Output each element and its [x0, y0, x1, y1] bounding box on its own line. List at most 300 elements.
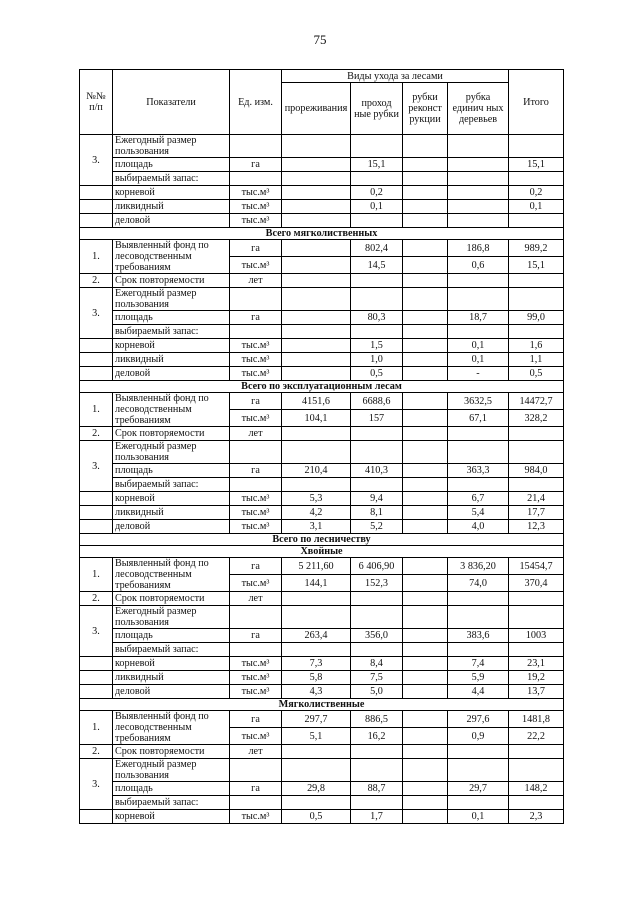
row-value — [448, 478, 509, 492]
row-label: деловой — [113, 520, 230, 534]
row-value: 4,0 — [448, 520, 509, 534]
row-value — [282, 186, 351, 200]
header-col-thinning: прореживания — [282, 83, 351, 135]
row-value — [509, 274, 564, 288]
row-value: 370,4 — [509, 575, 564, 592]
row-value: 328,2 — [509, 410, 564, 427]
table-row — [80, 745, 564, 759]
row-unit: га — [230, 629, 282, 643]
row-label: Ежегодный размер пользования — [113, 606, 230, 629]
row-number — [80, 657, 113, 671]
row-unit: тыс.м³ — [230, 671, 282, 685]
row-label: ликвидный — [113, 200, 230, 214]
row-value: 6 406,90 — [351, 558, 403, 575]
header-indicator: Показатели — [113, 70, 230, 135]
row-label: Ежегодный размер пользования — [113, 441, 230, 464]
row-number: 3. — [80, 606, 113, 657]
row-value: 0,1 — [448, 353, 509, 367]
row-value — [448, 643, 509, 657]
row-value — [448, 745, 509, 759]
section-title: Всего по эксплуатационным лесам — [80, 381, 564, 393]
row-value: 5,0 — [351, 685, 403, 699]
row-number: 3. — [80, 288, 113, 339]
row-value — [403, 441, 448, 464]
row-value — [403, 592, 448, 606]
table-row — [80, 274, 564, 288]
row-label: выбираемый запас: — [113, 643, 230, 657]
row-value: 22,2 — [509, 728, 564, 745]
row-unit: тыс.м³ — [230, 657, 282, 671]
table-row — [80, 796, 564, 810]
header-col-reconstruction: рубки реконст рукции — [403, 83, 448, 135]
row-value — [509, 172, 564, 186]
row-value: 18,7 — [448, 311, 509, 325]
row-value: 14472,7 — [509, 393, 564, 410]
row-value: 5,4 — [448, 506, 509, 520]
row-value: 1,1 — [509, 353, 564, 367]
table-row — [80, 464, 564, 478]
row-unit: га — [230, 240, 282, 257]
row-value — [351, 427, 403, 441]
row-number — [80, 671, 113, 685]
row-value — [282, 441, 351, 464]
table-row — [80, 506, 564, 520]
row-label: выбираемый запас: — [113, 478, 230, 492]
row-label: корневой — [113, 657, 230, 671]
row-unit: лет — [230, 745, 282, 759]
table-row — [80, 135, 564, 158]
row-unit — [230, 643, 282, 657]
row-value: 19,2 — [509, 671, 564, 685]
row-value: 0,2 — [509, 186, 564, 200]
row-unit: га — [230, 558, 282, 575]
section-title: Всего мягколиственных — [80, 228, 564, 240]
section-row — [80, 228, 564, 240]
header-col-single-tree: рубка единич ных деревьев — [448, 83, 509, 135]
row-number: 3. — [80, 759, 113, 810]
table-row — [80, 186, 564, 200]
row-label: Срок повторяемости — [113, 427, 230, 441]
row-value — [351, 214, 403, 228]
row-unit — [230, 478, 282, 492]
row-value — [282, 353, 351, 367]
row-unit: га — [230, 711, 282, 728]
table-row — [80, 478, 564, 492]
row-value — [509, 796, 564, 810]
row-unit: тыс.м³ — [230, 492, 282, 506]
row-unit: тыс.м³ — [230, 685, 282, 699]
row-number: 2. — [80, 427, 113, 441]
row-value: 363,3 — [448, 464, 509, 478]
header-group: Виды ухода за лесами — [282, 70, 509, 83]
table-row — [80, 671, 564, 685]
row-value — [351, 274, 403, 288]
row-value — [282, 288, 351, 311]
row-value — [282, 759, 351, 782]
row-value: 0,1 — [448, 810, 509, 824]
row-value — [403, 728, 448, 745]
row-value: 12,3 — [509, 520, 564, 534]
row-value: 15454,7 — [509, 558, 564, 575]
row-label: выбираемый запас: — [113, 796, 230, 810]
table-row — [80, 629, 564, 643]
row-value — [282, 606, 351, 629]
row-unit: тыс.м³ — [230, 810, 282, 824]
row-value — [403, 172, 448, 186]
row-value — [282, 796, 351, 810]
row-value: 5,9 — [448, 671, 509, 685]
row-number: 3. — [80, 441, 113, 492]
row-unit: тыс.м³ — [230, 575, 282, 592]
row-value — [403, 685, 448, 699]
row-unit — [230, 441, 282, 464]
row-value: 21,4 — [509, 492, 564, 506]
section-title: Всего по лесничеству — [80, 534, 564, 546]
row-value — [282, 158, 351, 172]
row-value — [282, 311, 351, 325]
row-value: 1,6 — [509, 339, 564, 353]
table-row — [80, 711, 564, 728]
row-value — [403, 410, 448, 427]
row-value: 263,4 — [282, 629, 351, 643]
row-value — [351, 172, 403, 186]
row-value — [509, 135, 564, 158]
row-value — [509, 643, 564, 657]
row-value — [509, 441, 564, 464]
row-label: площадь — [113, 629, 230, 643]
row-value — [448, 759, 509, 782]
row-value — [403, 745, 448, 759]
table-row — [80, 367, 564, 381]
row-value — [403, 492, 448, 506]
row-number: 1. — [80, 711, 113, 745]
row-value: 297,6 — [448, 711, 509, 728]
row-value — [403, 759, 448, 782]
row-value — [351, 796, 403, 810]
row-unit — [230, 288, 282, 311]
row-label: Срок повторяемости — [113, 745, 230, 759]
row-label: Ежегодный размер пользования — [113, 135, 230, 158]
row-value: 5,8 — [282, 671, 351, 685]
row-unit: тыс.м³ — [230, 339, 282, 353]
row-value — [282, 172, 351, 186]
row-value: 74,0 — [448, 575, 509, 592]
row-number — [80, 339, 113, 353]
row-unit: га — [230, 393, 282, 410]
row-value: 0,6 — [448, 257, 509, 274]
row-value — [403, 311, 448, 325]
row-value — [403, 506, 448, 520]
row-value — [448, 200, 509, 214]
row-value — [282, 200, 351, 214]
row-value: 4,4 — [448, 685, 509, 699]
row-value — [282, 339, 351, 353]
row-value — [403, 711, 448, 728]
table-row — [80, 288, 564, 311]
row-value — [403, 186, 448, 200]
row-value — [403, 629, 448, 643]
row-value: 210,4 — [282, 464, 351, 478]
row-value — [448, 274, 509, 288]
table-row — [80, 520, 564, 534]
section-title: Мягколиственные — [80, 699, 564, 711]
row-unit — [230, 135, 282, 158]
row-number — [80, 353, 113, 367]
table-row — [80, 311, 564, 325]
row-value — [403, 478, 448, 492]
row-value: 297,7 — [282, 711, 351, 728]
row-value: 16,2 — [351, 728, 403, 745]
row-label: ликвидный — [113, 671, 230, 685]
row-number — [80, 492, 113, 506]
row-value: 984,0 — [509, 464, 564, 478]
table-row — [80, 606, 564, 629]
row-unit: тыс.м³ — [230, 200, 282, 214]
row-label: площадь — [113, 311, 230, 325]
section-row — [80, 546, 564, 558]
row-value — [351, 478, 403, 492]
row-value — [403, 657, 448, 671]
row-value: 1003 — [509, 629, 564, 643]
header-total: Итого — [509, 70, 564, 135]
row-value: 15,1 — [509, 158, 564, 172]
row-value — [509, 214, 564, 228]
row-value: 0,2 — [351, 186, 403, 200]
row-value — [403, 427, 448, 441]
row-value — [282, 427, 351, 441]
row-value: 29,8 — [282, 782, 351, 796]
row-unit: тыс.м³ — [230, 186, 282, 200]
row-number: 1. — [80, 558, 113, 592]
row-value: 0,5 — [282, 810, 351, 824]
table-row — [80, 427, 564, 441]
row-value — [448, 606, 509, 629]
row-label: площадь — [113, 464, 230, 478]
row-value — [448, 186, 509, 200]
row-unit: га — [230, 464, 282, 478]
row-value — [403, 575, 448, 592]
table-row — [80, 441, 564, 464]
row-value — [282, 478, 351, 492]
section-row — [80, 699, 564, 711]
row-unit: тыс.м³ — [230, 367, 282, 381]
row-unit: га — [230, 782, 282, 796]
section-title: Хвойные — [80, 546, 564, 558]
row-number: 1. — [80, 240, 113, 274]
row-value — [282, 592, 351, 606]
row-value — [448, 796, 509, 810]
row-value: 15,1 — [509, 257, 564, 274]
row-value — [351, 288, 403, 311]
row-unit: тыс.м³ — [230, 353, 282, 367]
header-num: №№ п/п — [80, 70, 113, 135]
row-number — [80, 685, 113, 699]
row-value — [351, 606, 403, 629]
row-number — [80, 186, 113, 200]
table-row — [80, 782, 564, 796]
header-col-passage: проход ные рубки — [351, 83, 403, 135]
table-body — [80, 135, 564, 824]
row-label: корневой — [113, 492, 230, 506]
row-value: 1481,8 — [509, 711, 564, 728]
row-label: Выявленный фонд по лесоводственным требованиям — [113, 711, 230, 745]
row-value — [282, 367, 351, 381]
row-value — [403, 240, 448, 257]
row-unit: тыс.м³ — [230, 410, 282, 427]
row-value: 23,1 — [509, 657, 564, 671]
row-label: Ежегодный размер пользования — [113, 288, 230, 311]
row-value — [403, 353, 448, 367]
row-value: 8,1 — [351, 506, 403, 520]
row-value — [282, 257, 351, 274]
row-value — [351, 592, 403, 606]
row-label: ликвидный — [113, 506, 230, 520]
row-value: 67,1 — [448, 410, 509, 427]
row-value: 383,6 — [448, 629, 509, 643]
forest-care-table — [79, 69, 564, 824]
row-value — [403, 339, 448, 353]
row-value — [403, 606, 448, 629]
row-value: 4151,6 — [282, 393, 351, 410]
row-number — [80, 367, 113, 381]
table-row — [80, 592, 564, 606]
row-value: 29,7 — [448, 782, 509, 796]
row-value: 186,8 — [448, 240, 509, 257]
row-value: 2,3 — [509, 810, 564, 824]
row-value — [448, 592, 509, 606]
row-value — [448, 172, 509, 186]
row-value: 1,0 — [351, 353, 403, 367]
row-value — [351, 759, 403, 782]
section-row — [80, 534, 564, 546]
row-value: 0,1 — [509, 200, 564, 214]
table-row — [80, 158, 564, 172]
row-value — [282, 325, 351, 339]
row-value — [448, 325, 509, 339]
row-label: Выявленный фонд по лесоводственным требованиям — [113, 393, 230, 427]
row-value: 9,4 — [351, 492, 403, 506]
row-value — [282, 214, 351, 228]
row-value: 7,3 — [282, 657, 351, 671]
row-value: 14,5 — [351, 257, 403, 274]
row-value: 152,3 — [351, 575, 403, 592]
row-value — [448, 441, 509, 464]
row-value: 3,1 — [282, 520, 351, 534]
row-label: корневой — [113, 186, 230, 200]
row-value — [403, 810, 448, 824]
table-row — [80, 657, 564, 671]
row-value: 88,7 — [351, 782, 403, 796]
row-value: 1,5 — [351, 339, 403, 353]
table-row — [80, 325, 564, 339]
table-row — [80, 214, 564, 228]
row-value — [403, 274, 448, 288]
table-row — [80, 685, 564, 699]
row-value — [448, 135, 509, 158]
row-value — [282, 643, 351, 657]
row-unit: лет — [230, 592, 282, 606]
row-unit: лет — [230, 274, 282, 288]
row-value: 15,1 — [351, 158, 403, 172]
row-value — [403, 158, 448, 172]
row-value: 6,7 — [448, 492, 509, 506]
row-unit — [230, 759, 282, 782]
row-value: 0,5 — [509, 367, 564, 381]
row-value: 802,4 — [351, 240, 403, 257]
row-value — [403, 200, 448, 214]
row-value — [403, 558, 448, 575]
row-value — [403, 782, 448, 796]
row-value: 3 836,20 — [448, 558, 509, 575]
table-row — [80, 810, 564, 824]
row-label: площадь — [113, 782, 230, 796]
row-value — [509, 759, 564, 782]
row-value: 3632,5 — [448, 393, 509, 410]
row-value — [448, 158, 509, 172]
table-row — [80, 339, 564, 353]
table-row — [80, 759, 564, 782]
row-value: 13,7 — [509, 685, 564, 699]
row-value — [403, 367, 448, 381]
row-value: 0,5 — [351, 367, 403, 381]
row-value — [403, 464, 448, 478]
row-value — [403, 393, 448, 410]
table-row — [80, 393, 564, 410]
row-value: 7,4 — [448, 657, 509, 671]
row-value: 1,7 — [351, 810, 403, 824]
row-value — [403, 135, 448, 158]
row-label: деловой — [113, 685, 230, 699]
table-row — [80, 558, 564, 575]
row-value — [282, 745, 351, 759]
row-label: деловой — [113, 367, 230, 381]
row-unit — [230, 172, 282, 186]
table-row — [80, 353, 564, 367]
row-value: 0,1 — [351, 200, 403, 214]
row-value: 148,2 — [509, 782, 564, 796]
row-value — [282, 274, 351, 288]
row-number: 2. — [80, 592, 113, 606]
row-value: 144,1 — [282, 575, 351, 592]
row-value — [403, 796, 448, 810]
row-value — [403, 643, 448, 657]
row-value — [509, 427, 564, 441]
row-value — [509, 592, 564, 606]
row-number — [80, 200, 113, 214]
row-value: 157 — [351, 410, 403, 427]
row-value: 5,1 — [282, 728, 351, 745]
row-value — [282, 135, 351, 158]
row-value: 989,2 — [509, 240, 564, 257]
row-unit: лет — [230, 427, 282, 441]
row-label: выбираемый запас: — [113, 172, 230, 186]
row-label: Срок повторяемости — [113, 592, 230, 606]
row-label: Выявленный фонд по лесоводственным требованиям — [113, 558, 230, 592]
row-unit — [230, 796, 282, 810]
header-unit: Ед. изм. — [230, 70, 282, 135]
page-number: 75 — [313, 32, 327, 47]
row-value: 7,5 — [351, 671, 403, 685]
row-label: корневой — [113, 339, 230, 353]
row-value — [403, 325, 448, 339]
row-value: 80,3 — [351, 311, 403, 325]
row-value: 5,2 — [351, 520, 403, 534]
table-row — [80, 492, 564, 506]
section-row — [80, 381, 564, 393]
row-value — [282, 240, 351, 257]
row-value — [351, 745, 403, 759]
row-value: 6688,6 — [351, 393, 403, 410]
